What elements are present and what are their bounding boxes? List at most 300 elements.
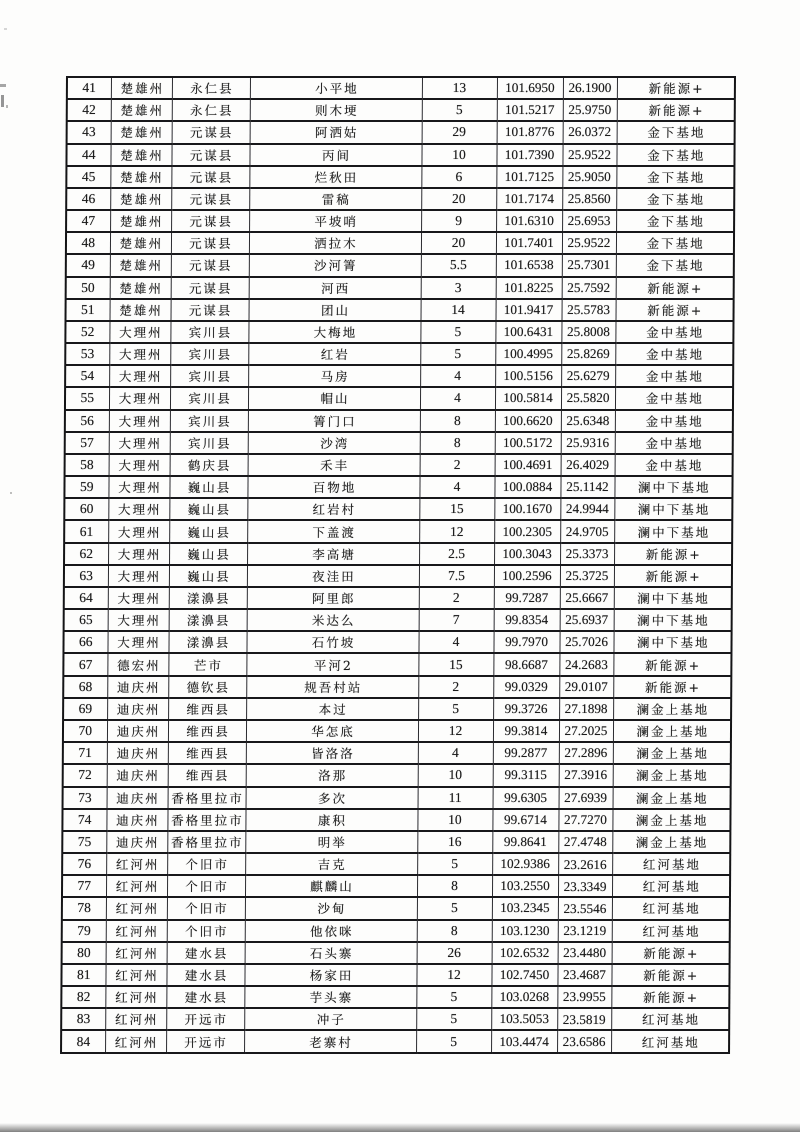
cell-row-number: 44 — [66, 144, 110, 166]
cell-site-name: 杨家田 — [244, 964, 416, 986]
cell-capacity: 4 — [418, 742, 493, 764]
cell-site-name: 石头寨 — [245, 942, 417, 964]
cell-capacity: 10 — [421, 144, 496, 166]
cell-site-name: 平河2 — [246, 653, 418, 675]
cell-latitude: 23.6586 — [557, 1030, 611, 1053]
cell-base-name: 红河基地 — [612, 897, 730, 919]
cell-capacity: 7.5 — [419, 565, 494, 587]
cell-prefecture: 迪庆州 — [107, 764, 168, 786]
cell-prefecture: 楚雄州 — [111, 121, 172, 143]
cell-latitude: 23.2616 — [558, 853, 612, 875]
cell-latitude: 23.3349 — [558, 875, 612, 897]
cell-base-name: 新能源+ — [617, 77, 735, 99]
cell-capacity: 2 — [420, 454, 495, 476]
cell-prefecture: 大理州 — [109, 321, 170, 343]
cell-longitude: 101.6950 — [497, 77, 563, 99]
cell-latitude: 25.9316 — [561, 432, 615, 454]
cell-site-name: 规吾村站 — [246, 676, 418, 698]
cell-longitude: 101.8776 — [497, 121, 563, 143]
cell-base-name: 金中基地 — [615, 343, 733, 365]
cell-prefecture: 迪庆州 — [106, 809, 167, 831]
cell-row-number: 55 — [65, 387, 109, 409]
cell-latitude: 25.9522 — [562, 232, 616, 254]
cell-site-name: 华怎底 — [246, 720, 418, 742]
cell-county: 维西县 — [168, 720, 246, 742]
cell-prefecture: 迪庆州 — [107, 676, 168, 698]
cell-row-number: 56 — [65, 410, 109, 432]
cell-longitude: 101.5217 — [497, 99, 563, 121]
cell-county: 漾濞县 — [169, 587, 247, 609]
cell-base-name: 金下基地 — [616, 210, 734, 232]
scan-speck — [4, 28, 7, 30]
cell-base-name: 新能源+ — [612, 942, 730, 964]
cell-site-name: 米达么 — [247, 609, 419, 631]
cell-prefecture: 迪庆州 — [107, 720, 168, 742]
cell-prefecture: 迪庆州 — [107, 698, 168, 720]
table-row — [62, 831, 730, 853]
cell-latitude: 29.0107 — [559, 676, 613, 698]
cell-longitude: 99.8641 — [492, 831, 558, 853]
cell-capacity: 5 — [418, 698, 493, 720]
cell-longitude: 101.7390 — [496, 144, 562, 166]
cell-latitude: 23.1219 — [558, 920, 612, 942]
cell-capacity: 10 — [418, 764, 493, 786]
cell-capacity: 4 — [418, 631, 493, 653]
cell-site-name: 本过 — [246, 698, 418, 720]
table-row — [65, 387, 733, 409]
cell-prefecture: 大理州 — [108, 609, 169, 631]
cell-base-name: 金下基地 — [616, 254, 734, 276]
cell-site-name: 烂秋田 — [249, 166, 421, 188]
scan-speck — [0, 84, 6, 87]
cell-county: 元谋县 — [171, 188, 249, 210]
cell-longitude: 103.1230 — [492, 920, 558, 942]
cell-latitude: 23.5819 — [557, 1008, 611, 1030]
cell-site-name: 沙湾 — [248, 432, 420, 454]
cell-row-number: 77 — [62, 875, 106, 897]
cell-latitude: 23.4687 — [557, 964, 611, 986]
cell-capacity: 5 — [416, 986, 491, 1008]
cell-county: 鹤庆县 — [170, 454, 248, 476]
cell-county: 个旧市 — [167, 920, 245, 942]
cell-county: 个旧市 — [167, 897, 245, 919]
cell-capacity: 2.5 — [419, 543, 494, 565]
cell-prefecture: 大理州 — [109, 343, 170, 365]
cell-county: 元谋县 — [171, 166, 249, 188]
cell-longitude: 103.0268 — [491, 986, 557, 1008]
cell-latitude: 27.7270 — [558, 809, 612, 831]
cell-capacity: 5 — [417, 897, 492, 919]
table-row — [64, 565, 732, 587]
cell-longitude: 100.5814 — [495, 387, 561, 409]
cell-prefecture: 楚雄州 — [110, 166, 171, 188]
cell-latitude: 25.3373 — [560, 543, 614, 565]
cell-county: 宾川县 — [170, 387, 248, 409]
cell-base-name: 澜中下基地 — [614, 587, 732, 609]
cell-capacity: 12 — [416, 964, 491, 986]
cell-latitude: 23.5546 — [558, 897, 612, 919]
cell-longitude: 100.4995 — [495, 343, 561, 365]
cell-capacity: 5 — [416, 1008, 491, 1030]
cell-capacity: 26 — [417, 942, 492, 964]
cell-site-name: 皆洛洛 — [246, 742, 418, 764]
table-row — [66, 277, 734, 299]
cell-latitude: 23.4480 — [558, 942, 612, 964]
cell-latitude: 27.3916 — [559, 764, 613, 786]
table-row — [63, 698, 731, 720]
cell-capacity: 5.5 — [421, 254, 496, 276]
table-row — [66, 299, 734, 321]
cell-base-name: 新能源+ — [616, 299, 734, 321]
cell-base-name: 金中基地 — [615, 454, 733, 476]
cell-county: 元谋县 — [172, 121, 250, 143]
cell-base-name: 新能源+ — [617, 99, 735, 121]
cell-prefecture: 大理州 — [107, 631, 168, 653]
cell-county: 香格里拉市 — [167, 809, 245, 831]
cell-county: 元谋县 — [171, 299, 249, 321]
cell-site-name: 帽山 — [248, 387, 420, 409]
cell-longitude: 100.2596 — [494, 565, 560, 587]
cell-latitude: 24.9705 — [560, 520, 614, 542]
cell-base-name: 澜中下基地 — [613, 631, 731, 653]
cell-capacity: 5 — [420, 343, 495, 365]
cell-row-number: 54 — [65, 365, 109, 387]
cell-base-name: 澜金上基地 — [612, 809, 730, 831]
cell-prefecture: 大理州 — [109, 454, 170, 476]
cell-capacity: 7 — [419, 609, 494, 631]
table-row — [64, 609, 732, 631]
table-row — [63, 631, 731, 653]
cell-capacity: 3 — [421, 277, 496, 299]
cell-base-name: 澜中下基地 — [614, 498, 732, 520]
cell-site-name: 箐门口 — [248, 410, 420, 432]
cell-base-name: 红河基地 — [612, 875, 730, 897]
cell-prefecture: 红河州 — [105, 964, 166, 986]
cell-base-name: 金下基地 — [616, 144, 734, 166]
cell-base-name: 金中基地 — [615, 410, 733, 432]
cell-capacity: 20 — [421, 188, 496, 210]
cell-capacity: 14 — [421, 299, 496, 321]
cell-prefecture: 楚雄州 — [110, 232, 171, 254]
cell-latitude: 25.5783 — [562, 299, 616, 321]
cell-latitude: 25.3725 — [560, 565, 614, 587]
cell-row-number: 43 — [67, 121, 111, 143]
cell-longitude: 101.7125 — [496, 166, 562, 188]
cell-county: 建水县 — [166, 986, 244, 1008]
cell-site-name: 吉克 — [245, 853, 417, 875]
cell-county: 宾川县 — [170, 410, 248, 432]
cell-base-name: 新能源+ — [611, 986, 729, 1008]
cell-latitude: 24.9944 — [560, 498, 614, 520]
cell-prefecture: 红河州 — [105, 1008, 166, 1030]
cell-site-name: 阿里郎 — [247, 587, 419, 609]
cell-county: 巍山县 — [169, 520, 247, 542]
table-row — [63, 787, 731, 809]
cell-row-number: 65 — [64, 609, 108, 631]
cell-longitude: 103.2550 — [492, 875, 558, 897]
cell-prefecture: 大理州 — [108, 476, 169, 498]
cell-capacity: 5 — [417, 853, 492, 875]
cell-county: 香格里拉市 — [168, 787, 246, 809]
cell-row-number: 74 — [62, 809, 106, 831]
cell-base-name: 澜金上基地 — [612, 831, 730, 853]
cell-prefecture: 楚雄州 — [111, 99, 172, 121]
cell-latitude: 26.0372 — [563, 121, 617, 143]
table-row — [64, 520, 732, 542]
cell-base-name: 新能源+ — [616, 277, 734, 299]
cell-row-number: 83 — [61, 1008, 105, 1030]
cell-longitude: 99.8354 — [494, 609, 560, 631]
cell-base-name: 新能源+ — [613, 653, 731, 675]
table-row — [63, 764, 731, 786]
cell-county: 维西县 — [168, 764, 246, 786]
scan-speck — [1, 95, 4, 107]
cell-site-name: 雷稿 — [249, 188, 421, 210]
cell-site-name: 冲子 — [244, 1008, 416, 1030]
cell-row-number: 71 — [63, 742, 107, 764]
scan-shadow-band — [0, 1123, 800, 1132]
table-row — [61, 1030, 729, 1053]
cell-base-name: 澜中下基地 — [614, 476, 732, 498]
site-table-body — [61, 77, 735, 1053]
cell-base-name: 澜金上基地 — [613, 720, 731, 742]
table-row — [62, 942, 730, 964]
cell-prefecture: 红河州 — [106, 897, 167, 919]
cell-row-number: 42 — [67, 99, 111, 121]
table-row — [67, 121, 735, 143]
cell-capacity: 6 — [421, 166, 496, 188]
table-row — [62, 920, 730, 942]
cell-latitude: 26.1900 — [563, 77, 617, 99]
cell-row-number: 46 — [66, 188, 110, 210]
cell-longitude: 99.7287 — [494, 587, 560, 609]
cell-capacity: 9 — [421, 210, 496, 232]
cell-prefecture: 红河州 — [105, 1030, 166, 1053]
cell-longitude: 101.9417 — [496, 299, 562, 321]
cell-longitude: 102.9386 — [492, 853, 558, 875]
cell-row-number: 84 — [61, 1030, 105, 1053]
table-row — [66, 254, 734, 276]
cell-site-name: 则木埂 — [250, 99, 422, 121]
cell-capacity: 5 — [420, 321, 495, 343]
cell-capacity: 29 — [422, 121, 497, 143]
cell-prefecture: 楚雄州 — [110, 210, 171, 232]
cell-prefecture: 红河州 — [106, 875, 167, 897]
table-row — [66, 232, 734, 254]
table-row — [63, 742, 731, 764]
cell-row-number: 47 — [66, 210, 110, 232]
cell-site-name: 老寨村 — [244, 1030, 416, 1053]
cell-county: 宾川县 — [170, 343, 248, 365]
table-row — [66, 166, 734, 188]
cell-prefecture: 迪庆州 — [106, 831, 167, 853]
cell-latitude: 25.6953 — [562, 210, 616, 232]
table-row — [62, 875, 730, 897]
cell-site-name: 明举 — [245, 831, 417, 853]
cell-row-number: 63 — [64, 565, 108, 587]
cell-latitude: 25.7026 — [559, 631, 613, 653]
cell-row-number: 49 — [66, 254, 110, 276]
cell-base-name: 金下基地 — [616, 166, 734, 188]
cell-longitude: 100.4691 — [495, 454, 561, 476]
cell-base-name: 金中基地 — [615, 387, 733, 409]
cell-row-number: 48 — [66, 232, 110, 254]
cell-longitude: 102.7450 — [491, 964, 557, 986]
cell-county: 开远市 — [166, 1030, 244, 1053]
cell-row-number: 68 — [63, 676, 107, 698]
cell-county: 宾川县 — [170, 321, 248, 343]
cell-latitude: 25.8269 — [561, 343, 615, 365]
table-row — [66, 144, 734, 166]
cell-row-number: 50 — [66, 277, 110, 299]
cell-capacity: 4 — [420, 365, 495, 387]
cell-latitude: 25.9522 — [562, 144, 616, 166]
cell-longitude: 103.2345 — [492, 897, 558, 919]
cell-base-name: 金下基地 — [617, 121, 735, 143]
cell-latitude: 26.4029 — [561, 454, 615, 476]
table-row — [63, 676, 731, 698]
cell-prefecture: 楚雄州 — [110, 144, 171, 166]
cell-longitude: 101.6310 — [496, 210, 562, 232]
table-row — [62, 809, 730, 831]
cell-prefecture: 楚雄州 — [110, 254, 171, 276]
cell-site-name: 河西 — [249, 277, 421, 299]
cell-latitude: 23.9955 — [557, 986, 611, 1008]
cell-prefecture: 大理州 — [109, 387, 170, 409]
cell-base-name: 新能源+ — [613, 676, 731, 698]
cell-row-number: 60 — [64, 498, 108, 520]
cell-row-number: 51 — [66, 299, 110, 321]
cell-base-name: 澜金上基地 — [613, 764, 731, 786]
cell-row-number: 66 — [63, 631, 107, 653]
cell-capacity: 12 — [418, 720, 493, 742]
cell-row-number: 67 — [63, 653, 107, 675]
cell-county: 永仁县 — [172, 77, 250, 99]
cell-longitude: 100.2305 — [494, 520, 560, 542]
site-table — [60, 76, 734, 1054]
table-row — [64, 587, 732, 609]
cell-prefecture: 红河州 — [105, 986, 166, 1008]
cell-capacity: 2 — [418, 676, 493, 698]
cell-site-name: 团山 — [249, 299, 421, 321]
cell-county: 巍山县 — [169, 565, 247, 587]
site-coordinates-table — [60, 76, 736, 1054]
cell-site-name: 多次 — [246, 787, 418, 809]
cell-prefecture: 大理州 — [108, 587, 169, 609]
cell-longitude: 99.6305 — [493, 787, 559, 809]
cell-capacity: 4 — [419, 476, 494, 498]
cell-capacity: 5 — [422, 99, 497, 121]
cell-county: 建水县 — [167, 942, 245, 964]
cell-site-name: 阿洒姑 — [250, 121, 422, 143]
cell-capacity: 12 — [419, 520, 494, 542]
cell-row-number: 57 — [65, 432, 109, 454]
table-row — [65, 343, 733, 365]
cell-prefecture: 大理州 — [108, 498, 169, 520]
cell-capacity: 16 — [417, 831, 492, 853]
cell-row-number: 73 — [63, 787, 107, 809]
cell-prefecture: 楚雄州 — [110, 188, 171, 210]
cell-longitude: 101.7174 — [496, 188, 562, 210]
cell-county: 芒市 — [168, 653, 246, 675]
cell-prefecture: 大理州 — [108, 520, 169, 542]
cell-longitude: 99.7970 — [493, 631, 559, 653]
cell-site-name: 康积 — [245, 809, 417, 831]
cell-longitude: 100.3043 — [494, 543, 560, 565]
table-row — [67, 99, 735, 121]
table-row — [65, 365, 733, 387]
cell-county: 巍山县 — [169, 543, 247, 565]
cell-site-name: 石竹坡 — [246, 631, 418, 653]
cell-prefecture: 大理州 — [108, 543, 169, 565]
cell-row-number: 72 — [63, 764, 107, 786]
cell-prefecture: 迪庆州 — [107, 787, 168, 809]
table-row — [61, 964, 729, 986]
cell-prefecture: 大理州 — [109, 410, 170, 432]
cell-base-name: 澜中下基地 — [614, 609, 732, 631]
cell-base-name: 新能源+ — [614, 543, 732, 565]
table-row — [64, 543, 732, 565]
cell-prefecture: 楚雄州 — [111, 77, 172, 99]
cell-row-number: 79 — [62, 920, 106, 942]
cell-base-name: 红河基地 — [611, 1008, 729, 1030]
table-row — [61, 1008, 729, 1030]
cell-row-number: 58 — [65, 454, 109, 476]
cell-latitude: 27.4748 — [558, 831, 612, 853]
cell-county: 元谋县 — [171, 277, 249, 299]
cell-prefecture: 红河州 — [106, 920, 167, 942]
cell-row-number: 69 — [63, 698, 107, 720]
cell-longitude: 100.6431 — [495, 321, 561, 343]
scan-speck — [10, 492, 12, 494]
cell-capacity: 8 — [420, 432, 495, 454]
cell-latitude: 27.2896 — [559, 742, 613, 764]
cell-county: 巍山县 — [169, 476, 247, 498]
cell-longitude: 99.3814 — [493, 720, 559, 742]
cell-row-number: 80 — [62, 942, 106, 964]
cell-capacity: 15 — [419, 498, 494, 520]
cell-row-number: 75 — [62, 831, 106, 853]
cell-latitude: 25.7301 — [562, 254, 616, 276]
cell-longitude: 99.2877 — [493, 742, 559, 764]
table-row — [63, 720, 731, 742]
cell-prefecture: 大理州 — [109, 365, 170, 387]
cell-latitude: 24.2683 — [559, 653, 613, 675]
cell-county: 开远市 — [166, 1008, 244, 1030]
cell-latitude: 25.8560 — [562, 188, 616, 210]
cell-county: 维西县 — [168, 698, 246, 720]
cell-capacity: 15 — [418, 653, 493, 675]
cell-latitude: 25.6348 — [561, 410, 615, 432]
cell-county: 漾濞县 — [169, 609, 247, 631]
cell-capacity: 11 — [418, 787, 493, 809]
cell-county: 德钦县 — [168, 676, 246, 698]
cell-longitude: 99.3726 — [493, 698, 559, 720]
cell-capacity: 20 — [421, 232, 496, 254]
cell-site-name: 李高塘 — [247, 543, 419, 565]
cell-prefecture: 红河州 — [106, 853, 167, 875]
cell-row-number: 64 — [64, 587, 108, 609]
cell-base-name: 澜金上基地 — [613, 698, 731, 720]
cell-longitude: 100.0884 — [494, 476, 560, 498]
cell-base-name: 红河基地 — [612, 853, 730, 875]
cell-capacity: 4 — [420, 387, 495, 409]
cell-base-name: 新能源+ — [611, 964, 729, 986]
cell-prefecture: 红河州 — [106, 942, 167, 964]
cell-site-name: 他依咪 — [245, 920, 417, 942]
cell-site-name: 沙河箐 — [249, 254, 421, 276]
cell-site-name: 洛那 — [246, 764, 418, 786]
